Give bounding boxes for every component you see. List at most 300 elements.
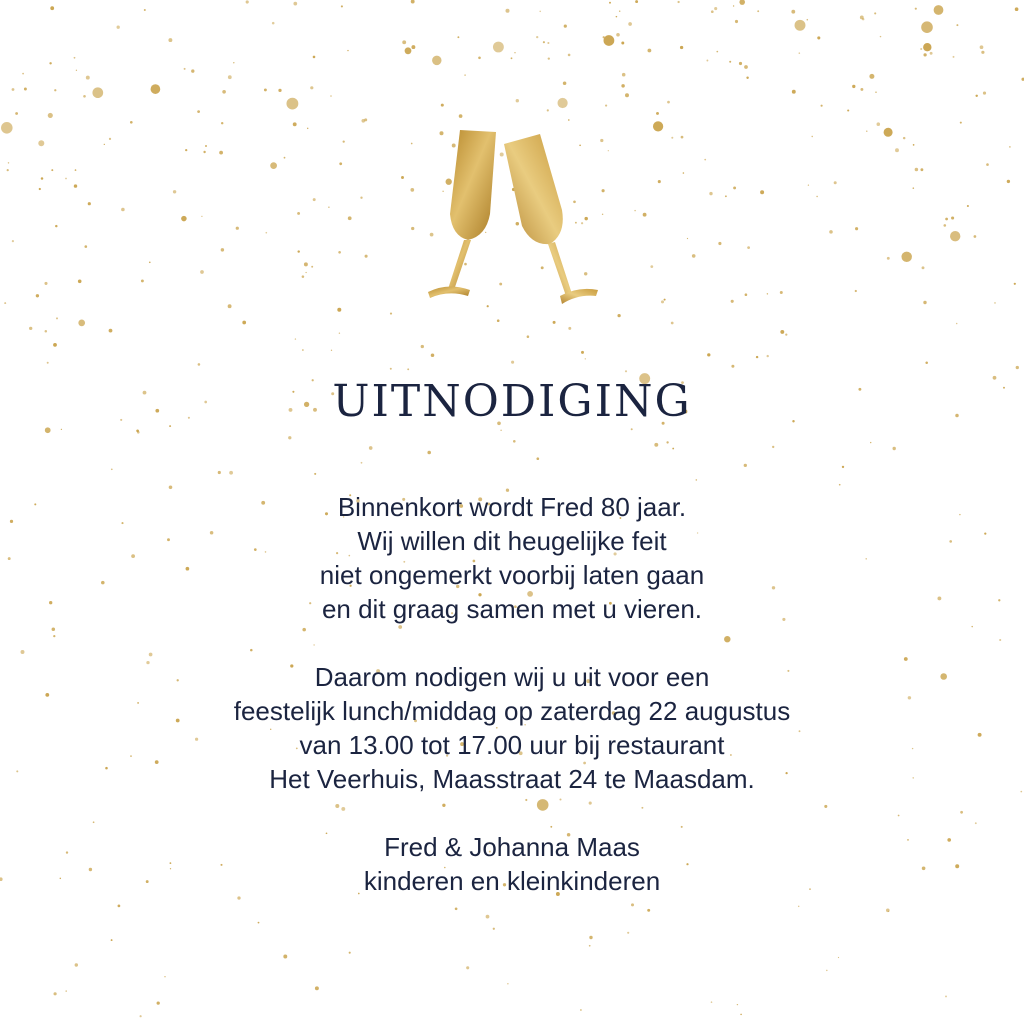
confetti-speck	[493, 928, 495, 930]
confetti-speck	[729, 61, 731, 63]
confetti-speck	[514, 52, 515, 53]
confetti-speck	[621, 42, 624, 45]
confetti-speck	[335, 804, 339, 808]
confetti-speck	[236, 227, 239, 230]
confetti-speck	[547, 42, 549, 44]
confetti-speck	[205, 145, 207, 147]
confetti-speck	[625, 370, 627, 372]
confetti-speck	[48, 113, 53, 118]
confetti-speck	[704, 159, 706, 161]
confetti-speck	[666, 441, 668, 443]
confetti-speck	[1015, 7, 1019, 11]
confetti-speck	[45, 330, 48, 333]
confetti-speck	[589, 936, 592, 939]
confetti-speck	[169, 486, 173, 490]
confetti-speck	[816, 196, 817, 197]
confetti-speck	[341, 5, 343, 7]
confetti-speck	[658, 180, 661, 183]
confetti-speck	[302, 275, 305, 278]
confetti-speck	[121, 208, 125, 212]
confetti-speck	[181, 216, 187, 222]
confetti-speck	[737, 1004, 738, 1005]
confetti-speck	[767, 355, 769, 357]
details-line: Het Veerhuis, Maasstraat 24 te Maasdam.	[269, 764, 755, 794]
confetti-speck	[258, 922, 260, 924]
confetti-speck	[51, 169, 53, 171]
confetti-speck	[915, 8, 917, 10]
confetti-speck	[41, 177, 44, 180]
confetti-speck	[785, 334, 787, 336]
confetti-speck	[525, 799, 527, 801]
details-paragraph	[0, 660, 1024, 796]
confetti-speck	[842, 466, 844, 468]
confetti-speck	[903, 137, 905, 139]
confetti-speck	[15, 112, 18, 115]
confetti-speck	[672, 448, 674, 450]
confetti-speck	[923, 43, 931, 51]
confetti-speck	[313, 56, 316, 59]
confetti-speck	[407, 368, 409, 370]
confetti-speck	[288, 436, 291, 439]
confetti-speck	[93, 821, 95, 823]
confetti-speck	[109, 329, 113, 333]
confetti-speck	[111, 468, 113, 470]
confetti-speck	[733, 186, 736, 189]
confetti-speck	[960, 122, 962, 124]
confetti-speck	[960, 811, 963, 814]
signature-line: Fred & Johanna Maas	[384, 832, 640, 862]
confetti-speck	[12, 240, 14, 242]
confetti-speck	[427, 451, 431, 455]
confetti-speck	[550, 826, 552, 828]
confetti-speck	[625, 93, 629, 97]
confetti-speck	[733, 5, 734, 6]
confetti-speck	[747, 246, 750, 249]
confetti-speck	[536, 36, 538, 38]
confetti-speck	[568, 327, 571, 330]
confetti-speck	[200, 270, 204, 274]
confetti-speck	[711, 1001, 713, 1003]
confetti-speck	[767, 293, 768, 294]
confetti-speck	[270, 162, 277, 169]
confetti-speck	[681, 826, 683, 828]
confetti-speck	[654, 443, 658, 447]
confetti-speck	[829, 230, 833, 234]
confetti-speck	[537, 799, 549, 811]
confetti-speck	[635, 0, 638, 3]
confetti-speck	[548, 57, 550, 59]
confetti-speck	[331, 350, 332, 351]
confetti-speck	[643, 213, 647, 217]
confetti-speck	[589, 945, 591, 947]
confetti-speck	[866, 131, 867, 132]
confetti-speck	[834, 181, 837, 184]
confetti-speck	[53, 635, 55, 637]
confetti-speck	[661, 300, 664, 303]
confetti-speck	[921, 21, 933, 33]
confetti-speck	[507, 983, 508, 984]
confetti-speck	[913, 187, 915, 189]
confetti-speck	[272, 22, 275, 25]
confetti-speck	[47, 362, 49, 364]
confetti-speck	[8, 162, 9, 163]
confetti-speck	[887, 257, 890, 260]
confetti-speck	[65, 178, 67, 180]
confetti-speck	[307, 128, 308, 129]
confetti-speck	[347, 50, 348, 51]
confetti-speck	[76, 70, 77, 71]
confetti-speck	[807, 19, 809, 21]
confetti-speck	[221, 248, 224, 251]
confetti-speck	[716, 51, 718, 53]
confetti-speck	[664, 299, 666, 301]
intro-line: en dit graag samen met u vieren.	[321, 594, 703, 624]
confetti-speck	[895, 148, 899, 152]
confetti-speck	[78, 320, 85, 327]
confetti-speck	[56, 317, 58, 319]
confetti-speck	[511, 361, 514, 364]
confetti-speck	[118, 905, 121, 908]
confetti-speck	[53, 343, 57, 347]
confetti-speck	[923, 301, 926, 304]
confetti-speck	[826, 970, 828, 972]
confetti-speck	[22, 73, 24, 75]
confetti-speck	[817, 36, 820, 39]
confetti-speck	[233, 62, 234, 63]
confetti-speck	[201, 216, 202, 217]
confetti-speck	[650, 265, 653, 268]
confetti-speck	[925, 362, 928, 365]
confetti-speck	[563, 81, 567, 85]
confetti-speck	[44, 282, 47, 285]
confetti-speck	[149, 261, 151, 263]
confetti-speck	[999, 639, 1001, 641]
confetti-speck	[634, 210, 635, 211]
confetti-speck	[421, 345, 424, 348]
confetti-speck	[677, 1, 679, 3]
confetti-speck	[140, 1015, 142, 1017]
confetti-speck	[621, 84, 624, 87]
confetti-speck	[365, 255, 368, 258]
confetti-speck	[653, 121, 663, 131]
confetti-speck	[55, 225, 57, 227]
confetti-speck	[185, 149, 187, 151]
confetti-speck	[616, 16, 618, 18]
confetti-speck	[164, 976, 165, 977]
intro-paragraph	[0, 490, 1024, 626]
confetti-speck	[92, 87, 103, 98]
confetti-speck	[869, 74, 874, 79]
confetti-speck	[547, 109, 549, 111]
confetti-speck	[343, 140, 345, 142]
confetti-speck	[536, 457, 539, 460]
confetti-speck	[671, 137, 673, 139]
confetti-speck	[920, 168, 923, 171]
confetti-speck	[221, 122, 223, 124]
confetti-speck	[656, 112, 659, 115]
confetti-speck	[455, 907, 458, 910]
confetti-speck	[338, 251, 341, 254]
confetti-speck	[305, 272, 306, 273]
intro-line: Binnenkort wordt Fred 80 jaar.	[337, 492, 687, 522]
confetti-speck	[88, 202, 91, 205]
confetti-speck	[339, 162, 342, 165]
confetti-speck	[604, 35, 615, 46]
confetti-speck	[74, 57, 76, 59]
confetti-speck	[369, 446, 373, 450]
confetti-speck	[390, 313, 392, 315]
confetti-speck	[1016, 366, 1019, 369]
confetti-speck	[731, 300, 734, 303]
confetti-speck	[441, 104, 444, 107]
confetti-speck	[860, 15, 864, 19]
confetti-speck	[314, 473, 316, 475]
confetti-speck	[144, 9, 146, 11]
confetti-speck	[983, 92, 986, 95]
confetti-speck	[745, 293, 748, 296]
confetti-speck	[852, 85, 855, 88]
confetti-speck	[250, 649, 253, 652]
confetti-speck	[975, 95, 977, 97]
confetti-speck	[36, 294, 39, 297]
confetti-speck	[671, 322, 674, 325]
confetti-speck	[877, 122, 881, 126]
confetti-speck	[711, 10, 714, 13]
confetti-speck	[1014, 283, 1016, 285]
confetti-speck	[568, 54, 571, 57]
confetti-speck	[330, 95, 332, 97]
intro-line: niet ongemerkt voorbij laten gaan	[319, 560, 705, 590]
confetti-speck	[130, 121, 133, 124]
confetti-speck	[75, 963, 78, 966]
confetti-speck	[589, 802, 592, 805]
confetti-speck	[898, 815, 900, 817]
confetti-speck	[667, 101, 670, 104]
confetti-speck	[442, 804, 445, 807]
champagne-glasses-icon	[412, 122, 612, 314]
confetti-speck	[513, 440, 516, 443]
confetti-speck	[151, 84, 161, 94]
confetti-speck	[617, 314, 620, 317]
confetti-speck	[915, 168, 919, 172]
confetti-speck	[953, 56, 955, 58]
confetti-speck	[839, 484, 841, 486]
confetti-speck	[75, 169, 77, 171]
confetti-speck	[402, 40, 406, 44]
confetti-speck	[627, 932, 629, 934]
confetti-speck	[459, 114, 463, 118]
confetti-speck	[283, 955, 287, 959]
confetti-speck	[390, 368, 392, 370]
confetti-speck	[945, 995, 947, 997]
confetti-speck	[4, 302, 6, 304]
confetti-speck	[361, 462, 363, 464]
confetti-speck	[714, 7, 717, 10]
confetti-speck	[945, 218, 948, 221]
confetti-speck	[83, 95, 86, 98]
confetti-speck	[157, 1001, 160, 1004]
confetti-speck	[137, 431, 140, 434]
confetti-speck	[543, 41, 545, 43]
confetti-speck	[1009, 146, 1011, 148]
confetti-speck	[585, 358, 586, 359]
confetti-speck	[197, 110, 200, 113]
confetti-speck	[847, 109, 849, 111]
confetti-speck	[559, 798, 561, 800]
confetti-speck	[109, 138, 111, 140]
confetti-speck	[293, 122, 297, 126]
confetti-speck	[709, 192, 712, 195]
confetti-speck	[631, 903, 634, 906]
confetti-speck	[184, 68, 186, 70]
confetti-speck	[286, 98, 298, 110]
signature-block	[0, 830, 1024, 898]
confetti-speck	[641, 807, 643, 809]
confetti-speck	[956, 323, 958, 325]
confetti-speck	[647, 909, 650, 912]
confetti-speck	[943, 224, 946, 227]
confetti-speck	[486, 915, 490, 919]
confetti-speck	[432, 56, 441, 65]
details-line: feestelijk lunch/middag op zaterdag 22 augustus	[233, 696, 791, 726]
confetti-speck	[901, 252, 911, 262]
confetti-speck	[706, 60, 708, 62]
confetti-speck	[295, 338, 296, 339]
confetti-speck	[313, 198, 316, 201]
confetti-speck	[516, 99, 519, 102]
confetti-speck	[302, 628, 306, 632]
confetti-speck	[880, 36, 881, 37]
confetti-speck	[696, 479, 698, 481]
confetti-speck	[54, 992, 57, 995]
confetti-speck	[284, 157, 286, 159]
confetti-speck	[870, 442, 871, 443]
confetti-speck	[54, 89, 56, 91]
confetti-speck	[994, 302, 996, 304]
confetti-speck	[229, 471, 233, 475]
confetti-speck	[348, 216, 352, 220]
confetti-speck	[564, 25, 567, 28]
confetti-speck	[86, 76, 90, 80]
confetti-speck	[744, 65, 748, 69]
confetti-speck	[744, 464, 747, 467]
confetti-speck	[622, 73, 626, 77]
confetti-speck	[568, 119, 570, 121]
confetti-speck	[824, 805, 827, 808]
confetti-speck	[739, 0, 745, 5]
confetti-speck	[149, 653, 153, 657]
confetti-speck	[21, 650, 25, 654]
confetti-speck	[29, 327, 32, 330]
confetti-speck	[683, 172, 685, 174]
confetti-speck	[558, 98, 568, 108]
confetti-speck	[74, 184, 77, 187]
confetti-speck	[117, 26, 120, 29]
confetti-speck	[971, 626, 972, 627]
confetti-speck	[104, 144, 105, 145]
confetti-speck	[855, 227, 858, 230]
confetti-speck	[581, 351, 584, 354]
confetti-speck	[628, 22, 632, 26]
confetti-speck	[951, 216, 954, 219]
confetti-speck	[341, 807, 345, 811]
confetti-speck	[687, 238, 688, 239]
confetti-speck	[218, 471, 221, 474]
confetti-speck	[219, 151, 223, 155]
confetti-speck	[930, 52, 933, 55]
confetti-speck	[297, 212, 300, 215]
confetti-speck	[799, 52, 801, 54]
confetti-speck	[478, 56, 481, 59]
confetti-speck	[616, 33, 620, 37]
confetti-speck	[746, 76, 748, 78]
confetti-speck	[457, 36, 459, 38]
confetti-speck	[7, 169, 9, 171]
confetti-speck	[111, 939, 113, 941]
confetti-speck	[228, 304, 232, 308]
confetti-speck	[511, 57, 513, 59]
confetti-speck	[772, 446, 774, 448]
confetti-speck	[360, 197, 362, 199]
confetti-speck	[718, 242, 721, 245]
confetti-speck	[934, 5, 944, 15]
confetti-speck	[553, 321, 556, 324]
confetti-speck	[1, 122, 13, 134]
details-line: van 13.00 tot 17.00 uur bij restaurant	[299, 730, 725, 760]
confetti-speck	[265, 232, 267, 234]
confetti-speck	[52, 628, 56, 632]
confetti-speck	[967, 205, 969, 207]
confetti-speck	[78, 280, 82, 284]
confetti-speck	[791, 10, 795, 14]
confetti-speck	[893, 447, 896, 450]
confetti-speck	[311, 266, 313, 268]
intro-line: Wij willen dit heugelijke feit	[357, 526, 667, 556]
confetti-speck	[539, 11, 540, 12]
confetti-speck	[84, 245, 87, 248]
details-line: Daarom nodigen wij u uit voor een	[314, 662, 710, 692]
confetti-speck	[222, 90, 226, 94]
confetti-speck	[838, 957, 839, 958]
confetti-speck	[860, 88, 863, 91]
confetti-speck	[497, 319, 500, 322]
confetti-speck	[811, 136, 812, 137]
signature-line: kinderen en kleinkinderen	[363, 866, 661, 896]
confetti-speck	[981, 51, 984, 54]
confetti-speck	[605, 105, 607, 107]
confetti-speck	[198, 363, 201, 366]
confetti-speck	[740, 1014, 742, 1016]
confetti-speck	[731, 365, 734, 368]
confetti-speck	[780, 291, 783, 294]
confetti-speck	[65, 990, 66, 991]
confetti-speck	[405, 47, 412, 54]
confetti-speck	[707, 353, 710, 356]
confetti-speck	[141, 279, 144, 282]
confetti-speck	[792, 90, 796, 94]
confetti-speck	[956, 24, 958, 26]
confetti-speck	[315, 986, 319, 990]
confetti-speck	[339, 333, 340, 334]
confetti-speck	[980, 45, 984, 49]
confetti-speck	[304, 262, 308, 266]
confetti-speck	[798, 906, 799, 907]
confetti-speck	[780, 330, 784, 334]
confetti-speck	[337, 308, 341, 312]
confetti-speck	[855, 290, 857, 292]
confetti-speck	[913, 144, 915, 146]
confetti-speck	[647, 49, 651, 53]
